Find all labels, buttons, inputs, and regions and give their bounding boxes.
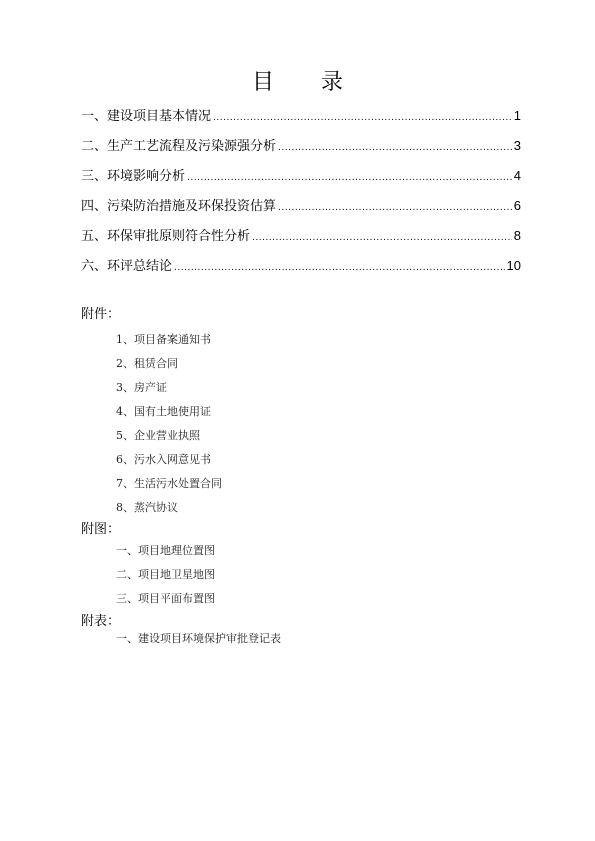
toc-entry-label: 一、建设项目基本情况 (81, 109, 212, 124)
toc-entry[interactable] (81, 224, 521, 254)
toc-leader-dots (252, 226, 512, 250)
toc-entry-label: 三、环境影响分析 (81, 169, 186, 184)
toc-leader-dots (278, 196, 512, 220)
attachment-item: 5、企业营业执照 (116, 429, 200, 442)
toc-leader-dots (278, 136, 512, 160)
attachment-item: 6、污水入网意见书 (116, 453, 211, 466)
toc-entry-page: 10 (506, 258, 521, 273)
tables-heading: 附表： (81, 614, 121, 629)
toc-entry-label: 五、环保审批原则符合性分析 (81, 229, 251, 244)
toc-entry-label: 六、环评总结论 (81, 259, 173, 274)
table-item: 一、建设项目环境保护审批登记表 (116, 632, 281, 645)
toc-entry-page: 8 (513, 228, 521, 243)
attachment-item: 8、蒸汽协议 (116, 501, 178, 514)
attachment-item: 1、项目备案通知书 (116, 333, 211, 346)
toc-leader-dots (174, 256, 505, 280)
toc-entry-label: 二、生产工艺流程及污染源强分析 (81, 139, 277, 154)
figure-item: 三、项目平面布置图 (116, 592, 215, 605)
attachment-item: 7、生活污水处置合同 (116, 477, 222, 490)
toc-entry[interactable] (81, 194, 521, 224)
toc-entry-page: 1 (513, 108, 521, 123)
attachment-item: 4、国有土地使用证 (116, 405, 211, 418)
figure-item: 一、项目地理位置图 (116, 544, 215, 557)
toc-entry-page: 3 (513, 138, 521, 153)
toc-entry-page: 4 (513, 168, 521, 183)
toc-entry[interactable] (81, 134, 521, 164)
toc-entry[interactable] (81, 254, 521, 284)
page-title: 目 录 (252, 70, 363, 95)
toc-entry[interactable] (81, 164, 521, 194)
attachments-heading: 附件： (81, 307, 121, 322)
toc-entry-label: 四、污染防治措施及环保投资估算 (81, 199, 277, 214)
toc-leader-dots (187, 166, 512, 190)
toc-leader-dots (213, 106, 512, 130)
figures-heading: 附图： (81, 522, 121, 537)
tables-list (116, 629, 281, 653)
table-of-contents (81, 104, 521, 284)
attachments-list (116, 330, 222, 522)
attachment-item: 2、租赁合同 (116, 357, 178, 370)
attachment-item: 3、房产证 (116, 381, 167, 394)
toc-entry-page: 6 (513, 198, 521, 213)
figure-item: 二、项目地卫星地图 (116, 568, 215, 581)
figures-list (116, 541, 215, 613)
toc-entry[interactable] (81, 104, 521, 134)
